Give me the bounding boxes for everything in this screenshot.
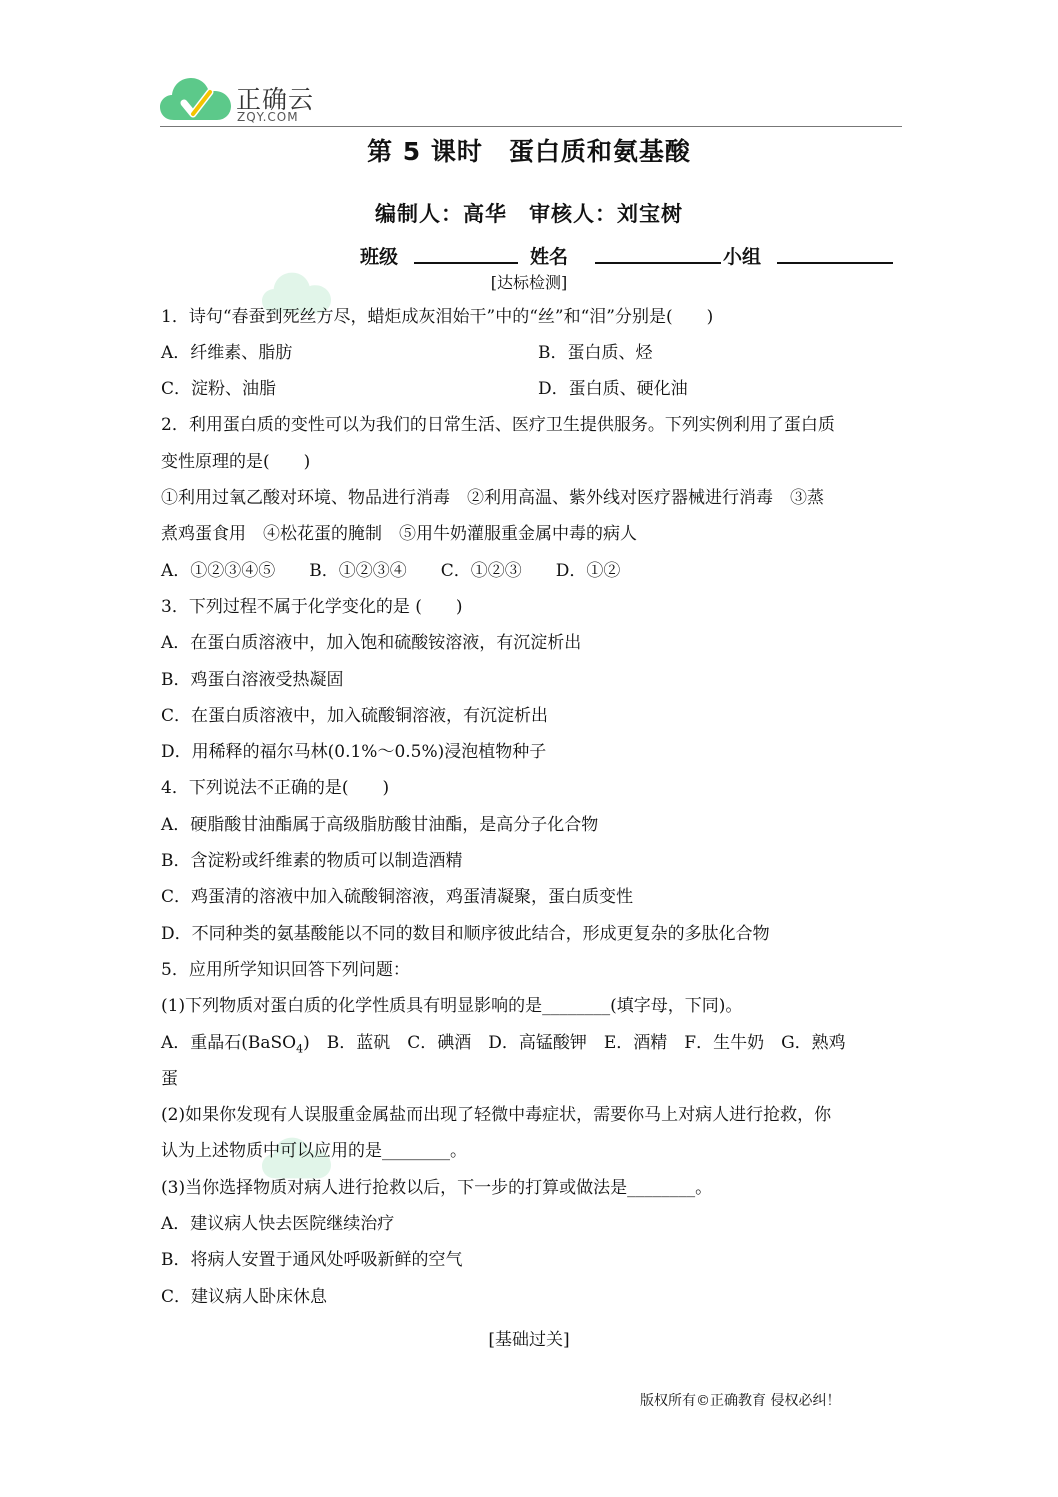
- question-5: 5．应用所学知识回答下列问题：: [161, 960, 410, 980]
- option-1a: A．纤维素、脂肪: [161, 343, 293, 363]
- question-5-part-2-cont: 认为上述物质中可以应用的是________。: [161, 1141, 467, 1161]
- brand-domain: ZQY.COM: [237, 110, 299, 124]
- option-3b: B．鸡蛋白溶液受热凝固: [161, 670, 344, 690]
- question-4: 4．下列说法不正确的是( ): [161, 778, 390, 798]
- options-5-subscript: 4: [296, 1042, 304, 1056]
- question-5-part-1: (1)下列物质对蛋白质的化学性质具有明显影响的是________(填字母，下同)。: [161, 996, 743, 1016]
- option-5a: A．建议病人快去医院继续治疗: [161, 1214, 395, 1234]
- question-2-items: ①利用过氧乙酸对环境、物品进行消毒 ②利用高温、紫外线对医疗器械进行消毒 ③蒸: [161, 488, 824, 508]
- class-blank: [414, 262, 518, 264]
- option-5b: B．将病人安置于通风处呼吸新鲜的空气: [161, 1250, 463, 1270]
- cloud-check-logo-icon: [160, 76, 232, 122]
- header-divider: [160, 126, 902, 127]
- name-blank: [595, 262, 721, 264]
- question-3: 3．下列过程不属于化学变化的是 ( ): [161, 597, 463, 617]
- option-4c: C．鸡蛋清的溶液中加入硫酸铜溶液，鸡蛋清凝聚，蛋白质变性: [161, 887, 634, 907]
- group-blank: [777, 262, 893, 264]
- section-heading-basic: [基础过关]: [488, 1330, 570, 1350]
- option-4d: D．不同种类的氨基酸能以不同的数目和顺序彼此结合，形成更复杂的多肽化合物: [161, 924, 770, 944]
- authors-line: 编制人：高华 审核人：刘宝树: [375, 202, 683, 226]
- option-4a: A．硬脂酸甘油酯属于高级脂肪酸甘油酯，是高分子化合物: [161, 815, 599, 835]
- options-2: A．①②③④⑤ B．①②③④ C．①②③ D．①②: [161, 561, 621, 581]
- page-header: [160, 72, 902, 128]
- copyright-footer: 版权所有©正确教育 侵权必纠！: [640, 1393, 841, 1409]
- option-4b: B．含淀粉或纤维素的物质可以制造酒精: [161, 851, 463, 871]
- page-title: 第 5 课时 蛋白质和氨基酸: [367, 137, 691, 166]
- options-5-start: A．重晶石(BaSO: [161, 1033, 297, 1053]
- option-1d: D．蛋白质、硬化油: [538, 379, 688, 399]
- question-2-items-cont: 煮鸡蛋食用 ④松花蛋的腌制 ⑤用牛奶灌服重金属中毒的病人: [161, 524, 637, 544]
- question-2-cont: 变性原理的是( ): [161, 452, 311, 472]
- question-2: 2．利用蛋白质的变性可以为我们的日常生活、医疗卫生提供服务。下列实例利用了蛋白质: [161, 415, 835, 435]
- question-5-part-3: (3)当你选择物质对病人进行抢救以后，下一步的打算或做法是________。: [161, 1178, 713, 1198]
- option-3c: C．在蛋白质溶液中，加入硫酸铜溶液，有沉淀析出: [161, 706, 549, 726]
- class-label: 班级: [360, 246, 399, 268]
- name-label: 姓名: [530, 246, 569, 268]
- options-5: [161, 1032, 846, 1060]
- question-5-part-2: (2)如果你发现有人误服重金属盐而出现了轻微中毒症状，需要你马上对病人进行抢救，你: [161, 1105, 832, 1125]
- option-3a: A．在蛋白质溶液中，加入饱和硫酸铵溶液，有沉淀析出: [161, 633, 582, 653]
- section-heading-check: [达标检测]: [490, 273, 568, 292]
- option-5c: C．建议病人卧床休息: [161, 1287, 328, 1307]
- options-5-cont: 蛋: [161, 1069, 178, 1089]
- question-1: 1．诗句“春蚕到死丝方尽，蜡炬成灰泪始干”中的“丝”和“泪”分别是( ): [161, 307, 714, 327]
- group-label: 小组: [723, 246, 762, 268]
- options-5-rest: ) B．蓝矾 C．碘酒 D．高锰酸钾 E．酒精 F．生牛奶 G．熟鸡: [303, 1033, 846, 1053]
- brand-name: 正确云: [236, 85, 315, 114]
- option-1b: B．蛋白质、烃: [538, 343, 653, 363]
- option-1c: C．淀粉、油脂: [161, 379, 277, 399]
- option-3d: D．用稀释的福尔马林(0.1%～0.5%)浸泡植物种子: [161, 742, 547, 762]
